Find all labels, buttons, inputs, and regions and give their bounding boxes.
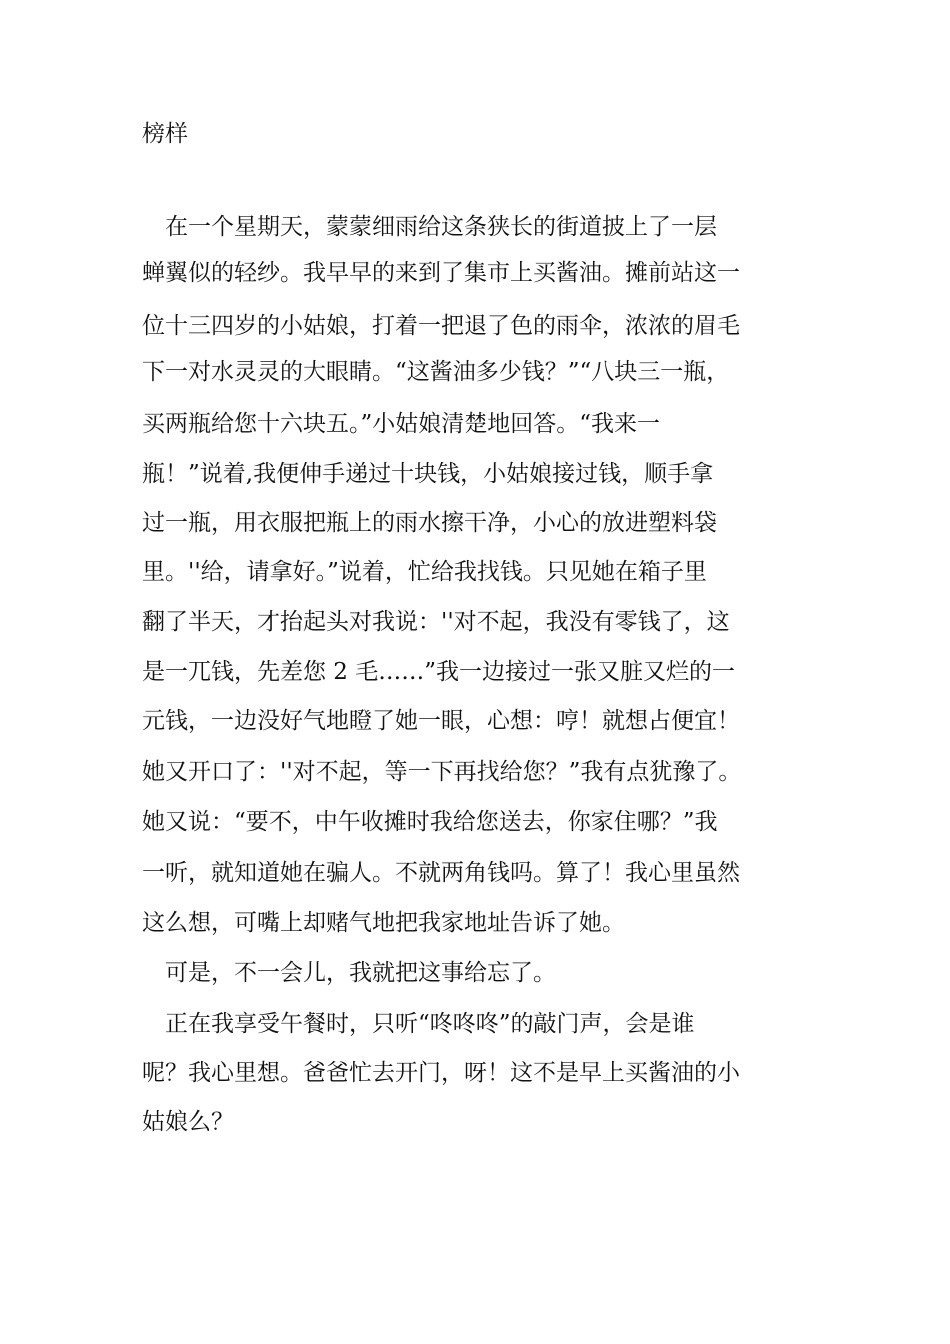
text-line: 一听，就知道她在骗人。不就两角钱吗。算了！我心里虽然 <box>142 860 740 886</box>
text-line: 在一个星期天，蒙蒙细雨给这条狭长的街道披上了一层 <box>142 214 717 240</box>
text-line: 呢？我心里想。爸爸忙去开门，呀！这不是早上买酱油的小 <box>142 1060 740 1086</box>
text-line: 她又说：“要不，中午收摊时我给您送去，你家住哪？”我 <box>142 809 718 835</box>
text-line: 下一对水灵灵的大眼睛。“这酱油多少钱？”“八块三一瓶， <box>142 359 730 385</box>
text-line: 正在我享受午餐时，只听“咚咚咚”的敲门声，会是谁 <box>142 1011 695 1037</box>
text-line: 这么想，可嘴上却赌气地把我家地址告诉了她。 <box>142 910 625 936</box>
text-line: 买两瓶给您十六块五。”小姑娘清楚地回答。“我来一 <box>142 411 661 437</box>
text-line: 她又开口了：''对不起，等一下再找给您？”我有点犹豫了。 <box>142 759 742 785</box>
text-line: 瓶！”说着,我便伸手递过十块钱，小姑娘接过钱，顺手拿 <box>142 461 714 487</box>
document-title: 榜样 <box>142 121 188 147</box>
text-line: 蝉翼似的轻纱。我早早的来到了集市上买酱油。摊前站这一 <box>142 260 740 286</box>
text-line: 里。''给，请拿好。”说着，忙给我找钱。只见她在箱子里 <box>142 559 707 585</box>
text-line: 是一兀钱，先差您 2 毛……”我一边接过一张又脏又烂的一 <box>142 659 736 685</box>
text-line: 位十三四岁的小姑娘，打着一把退了色的雨伞，浓浓的眉毛 <box>142 313 740 339</box>
text-line: 元钱，一边没好气地瞪了她一眼，心想：哼！就想占便宜！ <box>142 708 740 734</box>
text-line: 翻了半天，才抬起头对我说：''对不起，我没有零钱了，这 <box>142 609 730 635</box>
text-line: 可是，不一会儿，我就把这事给忘了。 <box>142 960 556 986</box>
text-line: 姑娘么？ <box>142 1109 234 1135</box>
text-line: 过一瓶，用衣服把瓶上的雨水擦干净，小心的放进塑料袋 <box>142 510 717 536</box>
